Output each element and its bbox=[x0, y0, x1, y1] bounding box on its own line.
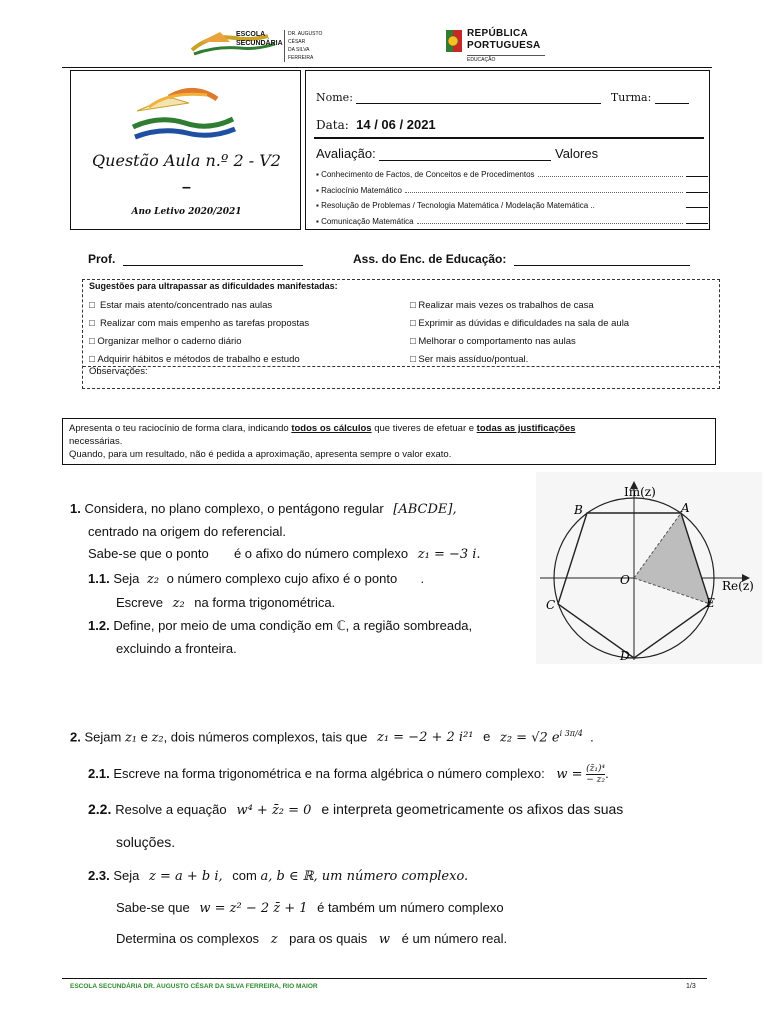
vertex-e-label: E bbox=[706, 596, 715, 610]
prof-label: Prof. bbox=[88, 252, 116, 266]
q2-z2-equation: z₂ = √2 e bbox=[499, 730, 560, 746]
instructions-text: que tiveres de efetuar e bbox=[371, 423, 477, 434]
suggestion-right: □ Exprimir as dúvidas e dificuldades na sala de aula bbox=[410, 318, 630, 329]
q23-text: para os quais bbox=[289, 931, 368, 946]
school-logo-line1: ESCOLA bbox=[236, 31, 266, 38]
footer-rule bbox=[62, 978, 707, 979]
suggestion-left: □ Estar mais atento/concentrado nas aulas bbox=[89, 300, 273, 311]
q11-z2: z₂ bbox=[146, 572, 160, 587]
info-divider bbox=[314, 137, 704, 139]
republic-sub: EDUCAÇÃO bbox=[467, 55, 545, 63]
info-box bbox=[305, 70, 710, 230]
header-rule bbox=[62, 67, 712, 68]
school-logo-name1: DR. AUGUSTO CÉSAR bbox=[288, 31, 323, 45]
q2-number: 2. bbox=[70, 729, 81, 745]
q23-text: é um número real. bbox=[401, 931, 508, 946]
suggestion-right: □ Realizar mais vezes os trabalhos de casa bbox=[410, 300, 594, 311]
vertex-d-label: D bbox=[620, 649, 630, 663]
q22-text: Resolve a equação bbox=[115, 802, 227, 817]
q11-text: . bbox=[420, 571, 425, 586]
q23-text: é também um número complexo bbox=[317, 900, 504, 915]
q21-fraction: $\frac{\text{(z̄₁)⁴}}{\text{− z₂}}$ bbox=[586, 764, 606, 785]
date-label: Data: bbox=[316, 118, 349, 132]
school-logo-line2: SECUNDÁRIA bbox=[236, 40, 283, 47]
prof-signature-field[interactable] bbox=[123, 254, 303, 266]
q1-number: 1. bbox=[70, 501, 81, 516]
name-field[interactable] bbox=[356, 91, 601, 104]
vertex-b-label: B bbox=[574, 503, 583, 517]
im-axis-label: Im(z) bbox=[624, 485, 656, 499]
q23-text: Sabe-se que bbox=[116, 900, 190, 915]
republic-logo bbox=[445, 28, 555, 64]
parent-signature-field[interactable] bbox=[514, 254, 690, 266]
date-value: 14 / 06 / 2021 bbox=[356, 117, 436, 132]
instructions-text: necessárias. bbox=[69, 436, 123, 447]
instructions-emphasis: todas as justificações bbox=[476, 423, 576, 434]
suggestion-left: □ Realizar com mais empenho as tarefas propostas bbox=[89, 318, 310, 329]
q21-text: Escreve na forma trigonométrica e na forma algébrica o número complexo: bbox=[113, 765, 545, 781]
checkbox-icon[interactable]: □ bbox=[89, 354, 95, 365]
observations-divider bbox=[83, 366, 719, 367]
re-axis-label: Re(z) bbox=[722, 579, 754, 593]
suggestion-left: □ Organizar melhor o caderno diário bbox=[89, 336, 242, 347]
suggestion-right: □ Ser mais assíduo/pontual. bbox=[410, 354, 529, 365]
checkbox-icon[interactable]: □ bbox=[89, 300, 95, 311]
turma-label: Turma: bbox=[610, 91, 652, 104]
criteria-item: ▪ Comunicação Matemática bbox=[316, 214, 708, 230]
q11-z2: z₂ bbox=[172, 596, 185, 611]
q1-text: é o afixo do número complexo bbox=[233, 546, 409, 561]
parent-signature-label: Ass. do Enc. de Educação: bbox=[353, 252, 507, 266]
q2-z2-exponent: i 3π/4 bbox=[559, 729, 583, 738]
q2-text: Sejam bbox=[84, 729, 122, 745]
turma-field[interactable] bbox=[655, 91, 689, 104]
criteria-score-field[interactable] bbox=[686, 199, 708, 208]
q2-text: e bbox=[140, 729, 148, 745]
q21-w: w = bbox=[556, 766, 583, 782]
title-box bbox=[70, 70, 301, 230]
q11-text: Escreve bbox=[116, 595, 163, 610]
checkbox-icon[interactable]: □ bbox=[410, 336, 416, 347]
republic-line2: PORTUGUESA bbox=[467, 40, 541, 51]
q11-number: 1.1. bbox=[88, 571, 110, 586]
school-logo bbox=[190, 28, 335, 60]
page-number: 1/3 bbox=[686, 983, 696, 990]
q12-text: excluindo a fronteira. bbox=[116, 641, 237, 656]
instructions-emphasis: todos os cálculos bbox=[291, 423, 372, 434]
q23-w: w bbox=[378, 932, 390, 947]
q2-z1-equation: z₁ = −2 + 2 i²¹ bbox=[376, 730, 474, 746]
q23-w-equation: w = z² − 2 z̄ + 1 bbox=[199, 901, 308, 916]
vertex-a-label: A bbox=[681, 501, 690, 515]
checkbox-icon[interactable]: □ bbox=[89, 336, 95, 347]
q12-text: Define, por meio de uma condição em ℂ, a região sombreada, bbox=[113, 618, 473, 633]
q11-text: Seja bbox=[113, 571, 140, 586]
q23-z: z bbox=[270, 932, 278, 947]
q22-text: soluções. bbox=[116, 834, 176, 850]
suggestions-box bbox=[82, 279, 720, 389]
q1-text: centrado na origem do referencial. bbox=[88, 524, 287, 539]
q1-text: Sabe-se que o ponto bbox=[88, 546, 209, 561]
q2-z2: z₂ bbox=[151, 730, 164, 746]
q2-text: , dois números complexos, tais que bbox=[163, 729, 368, 745]
q11-text: na forma trigonométrica. bbox=[194, 595, 336, 610]
q23-text: Determina os complexos bbox=[116, 931, 260, 946]
school-logo-name2: DA SILVA FERREIRA bbox=[288, 47, 314, 61]
quiz-title: Questão Aula n.º 2 - V2 bbox=[92, 151, 281, 170]
q1-text: Considera, no plano complexo, o pentágono regular bbox=[84, 501, 384, 516]
q11-text: o número complexo cujo afixo é o ponto bbox=[166, 571, 398, 586]
q1-pentagon: [ABCDE], bbox=[393, 502, 457, 517]
q23-equation: z = a + b i, bbox=[148, 869, 223, 884]
criteria-item: ▪ Raciocínio Matemático bbox=[316, 183, 708, 199]
q1-z1-equation: z₁ = −3 i. bbox=[417, 547, 481, 562]
criteria-score-field[interactable] bbox=[686, 215, 708, 224]
footer-school: ESCOLA SECUNDÁRIA DR. AUGUSTO CÉSAR DA SILVA FERREIRA, RIO MAIOR bbox=[70, 983, 318, 990]
origin-label: O bbox=[620, 573, 630, 587]
republic-line1: REPÚBLICA bbox=[467, 28, 529, 39]
eval-field[interactable] bbox=[379, 148, 551, 161]
observations-label: Observações: bbox=[89, 366, 148, 377]
complex-plane-figure bbox=[536, 472, 762, 664]
school-year: Ano Letivo 2020/2021 bbox=[131, 207, 242, 217]
eval-label: Avaliação: bbox=[316, 146, 376, 161]
instructions-box bbox=[62, 418, 716, 465]
criteria-score-field[interactable] bbox=[686, 184, 708, 193]
checkbox-icon[interactable]: □ bbox=[89, 318, 95, 329]
instructions-text: Quando, para um resultado, não é pedida a aproximação, apresenta sempre o valor exato. bbox=[69, 449, 452, 460]
vertex-c-label: C bbox=[546, 598, 556, 612]
q2-text: e bbox=[483, 729, 491, 745]
q23-text: com bbox=[232, 868, 257, 883]
checkbox-icon[interactable]: □ bbox=[410, 318, 416, 329]
name-label: Nome: bbox=[316, 91, 353, 104]
instructions-text: Apresenta o teu raciocínio de forma clara, indicando bbox=[69, 423, 292, 434]
criteria-item: ▪ Conhecimento de Factos, de Conceitos e de Procedimentos bbox=[316, 167, 708, 183]
checkbox-icon[interactable]: □ bbox=[410, 300, 416, 311]
criteria-item: ▪ Resolução de Problemas / Tecnologia Matemática / Modelação Matemática .. bbox=[316, 198, 708, 214]
q22-number: 2.2. bbox=[88, 801, 112, 817]
criteria-list bbox=[316, 167, 708, 229]
school-emblem-large-icon bbox=[129, 81, 239, 149]
q23-text: a, b ∈ ℝ, um número complexo. bbox=[260, 869, 469, 884]
criteria-score-field[interactable] bbox=[686, 168, 708, 177]
q21-number: 2.1. bbox=[88, 765, 110, 781]
q2-z1: z₁ bbox=[124, 730, 138, 746]
suggestion-right: □ Melhorar o comportamento nas aulas bbox=[410, 336, 576, 347]
q23-number: 2.3. bbox=[88, 868, 110, 883]
eval-suffix: Valores bbox=[555, 146, 599, 161]
title-dash: – bbox=[182, 179, 191, 196]
q22-text: e interpreta geometricamente os afixos das suas bbox=[321, 801, 624, 817]
suggestion-left: □ Adquirir hábitos e métodos de trabalho e estudo bbox=[89, 354, 300, 365]
coat-of-arms-icon bbox=[445, 28, 463, 56]
checkbox-icon[interactable]: □ bbox=[410, 354, 416, 365]
suggestions-title: Sugestões para ultrapassar as dificuldades manifestadas: bbox=[89, 281, 338, 291]
q12-number: 1.2. bbox=[88, 618, 110, 633]
q22-equation: w⁴ + z̄₂ = 0 bbox=[236, 803, 312, 818]
q23-text: Seja bbox=[113, 868, 140, 883]
